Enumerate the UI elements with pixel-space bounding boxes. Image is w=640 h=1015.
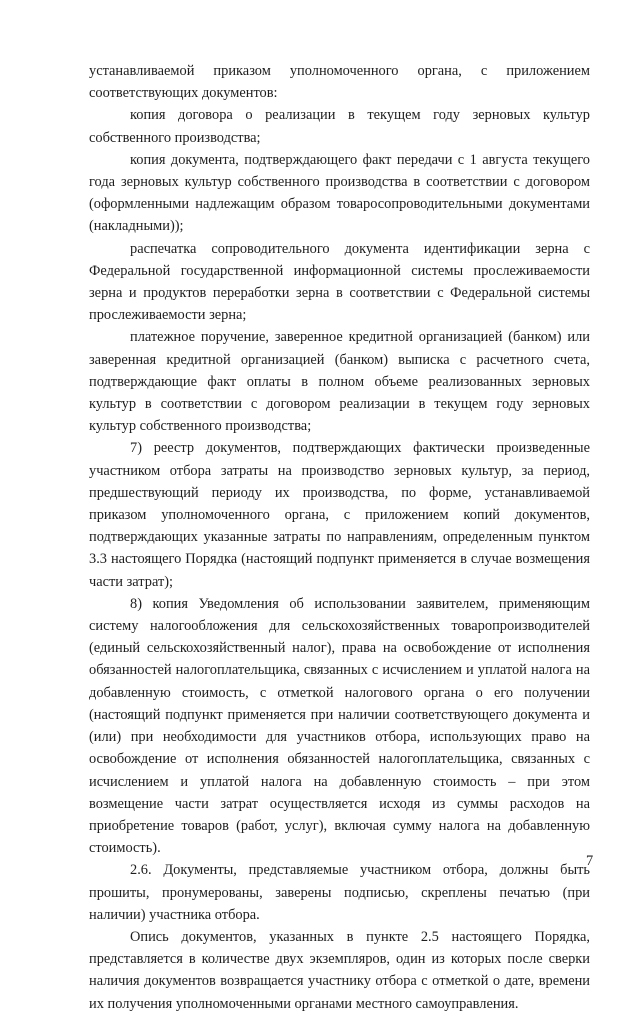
paragraph-grain-printout: распечатка сопроводительного документа идентификации зерна с Федеральной государственной информационной системы прослеживаемости зерна и продуктов переработки зерна в соответствии с Федеральной системы прослеживаемости зерна; xyxy=(89,240,590,324)
paragraph-transfer-document: копия документа, подтверждающего факт передачи с 1 августа текущего года зерновых культур собственного производства в соответствии с договором (оформленными надлежащим образом товаросопроводительными документами (накладными)); xyxy=(89,151,590,235)
page-number: 7 xyxy=(586,853,594,869)
paragraph-item-8: 8) копия Уведомления об использовании заявителем, применяющим систему налогообложения для сельскохозяйственных товаропроизводителей (единый сельскохозяйственный налог), права на освобождение от исполнения обязанностей налогоплательщика, связанных с исчислением и уплатой налога на добавленную стоимость, с отметкой налогового органа о его получении (настоящий подпункт применяется при наличии соответствующего документа и (или) при необходимости для участников отбора, использующих право на освобождение от исполнения обязанностей налогоплательщика, связанных с исчислением и уплатой налога на добавленную стоимость – при этом возмещение части затрат осуществляется исходя из суммы расходов на приобретение товаров (работ, услуг), включая сумму налога на добавленную стоимость). xyxy=(89,595,590,857)
paragraph-inventory: Опись документов, указанных в пункте 2.5 настоящего Порядка, представляется в количестве двух экземпляров, один из которых после сверки наличия документов возвращается участнику отбора с отметкой о дате, времени их получения уполномоченными органами местного самоуправления. xyxy=(89,928,590,1012)
paragraph-continuation: устанавливаемой приказом уполномоченного органа, с приложением соответствующих документов: xyxy=(89,63,590,102)
paragraph-payment-order: платежное поручение, заверенное кредитной организацией (банком) или заверенная кредитной организацией (банком) выписка с расчетного счета, подтверждающие факт оплаты в полном объеме реализованных зерновых культур в соответствии с договором реализации в текущем году зерновых культур собственного производства; xyxy=(89,329,590,435)
paragraph-contract-copy: копия договора о реализации в текущем году зерновых культур собственного производства; xyxy=(89,107,590,146)
paragraph-2-6: 2.6. Документы, представляемые участником отбора, должны быть прошиты, пронумерованы, заверены подписью, скреплены печатью (при наличии) участника отбора. xyxy=(89,862,590,923)
paragraph-item-7: 7) реестр документов, подтверждающих фактически произведенные участником отбора затраты на производство зерновых культур, за период, предшествующий периоду их производства, по форме, устанавливаемой приказом уполномоченного органа, с приложением копий документов, подтверждающих указанные затраты по направлениям, определенным пунктом 3.3 настоящего Порядка (настоящий подпункт применяется в случае возмещения части затрат); xyxy=(89,440,590,590)
document-body xyxy=(89,60,590,1015)
